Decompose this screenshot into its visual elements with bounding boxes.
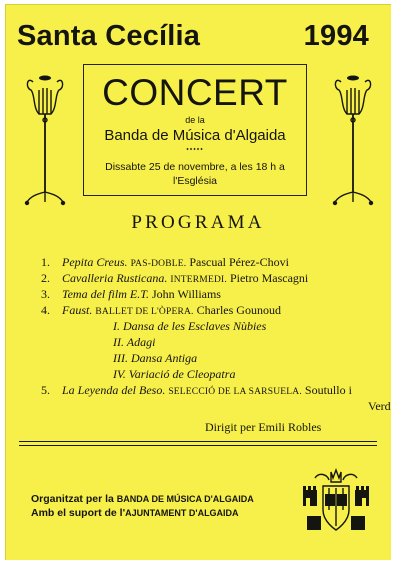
piece-title: Tema del film E.T.: [62, 287, 150, 301]
ornament-divider: ⬩⬩⬩⬩⬩: [186, 146, 204, 153]
piece-title: Pepita Creus.: [62, 255, 128, 269]
movement-item: I. Dansa de les Esclaves Nùbies: [113, 319, 267, 333]
poster-sheet: [5, 4, 391, 560]
concert-box: [83, 64, 307, 196]
programme-list: [41, 254, 391, 414]
piece-title: La Leyenda del Beso.: [62, 383, 166, 397]
piece-title: Cavalleria Rusticana.: [62, 271, 168, 285]
item-number: 3.: [41, 287, 50, 301]
piece-type: SELECCIÓ DE LA SARSUELA.: [168, 387, 302, 397]
organizer-prefix: Organitzat per la: [31, 493, 114, 505]
date-line-1: Dissabte 25 de novembre, a les 18 h a: [105, 161, 285, 173]
movement-item: II. Adagi: [113, 335, 156, 349]
sponsor-line: [31, 506, 254, 520]
lyre-stand-icon: [23, 74, 67, 209]
piece-type: INTERMEDI.: [170, 275, 227, 285]
movement-item: III. Dansa Antiga: [113, 351, 198, 365]
lyre-stand-icon: [331, 74, 375, 209]
piece-type: PAS-DOBLE.: [130, 259, 187, 269]
programme-item: [41, 302, 381, 318]
composer: Soutullo i: [304, 383, 352, 397]
item-number: 1.: [41, 255, 50, 269]
item-number: 5.: [41, 383, 50, 397]
item-number: 2.: [41, 271, 50, 285]
sponsor-name: AJUNTAMENT D'ALGAIDA: [125, 508, 239, 518]
piece-title: Faust.: [62, 303, 93, 317]
item-number: 4.: [41, 303, 50, 317]
band-name: Banda de Música d'Algaida: [104, 127, 286, 144]
composer: Pascual Pérez-Chovi: [189, 255, 289, 269]
divider-line: [19, 445, 377, 446]
concert-date: [84, 160, 306, 188]
concert-dela: de la: [185, 115, 205, 125]
organizer-line: [31, 492, 254, 506]
programme-item: [41, 286, 381, 302]
movement-item: IV. Variació de Cleopatra: [113, 367, 236, 381]
composer: Pietro Mascagni: [229, 271, 309, 285]
programme-item: [41, 270, 381, 286]
programme-item: [41, 254, 381, 270]
composer: Charles Gounoud: [196, 303, 281, 317]
coat-of-arms-icon: [301, 466, 371, 536]
date-line-2: l'Església: [172, 175, 218, 187]
divider-line: [19, 441, 377, 442]
sponsor-prefix: Amb el suport de l': [31, 507, 126, 519]
organizer-name: BANDA DE MÚSICA D'ALGAIDA: [116, 494, 254, 504]
programme-item: [41, 382, 381, 398]
conductor-credit: Dirigit per Emili Robles: [205, 420, 322, 434]
composer-continuation: Verd: [368, 399, 391, 413]
organizers-block: [31, 492, 254, 520]
poster-title: [17, 20, 369, 53]
concert-heading: CONCERT: [102, 72, 288, 113]
composer: John Williams: [152, 287, 221, 301]
programa-heading: PROGRAMA: [131, 212, 265, 233]
title-year: 1994: [303, 20, 369, 52]
piece-type: BALLET DE L'ÒPERA.: [95, 307, 194, 317]
title-text: Santa Cecília: [17, 20, 201, 52]
